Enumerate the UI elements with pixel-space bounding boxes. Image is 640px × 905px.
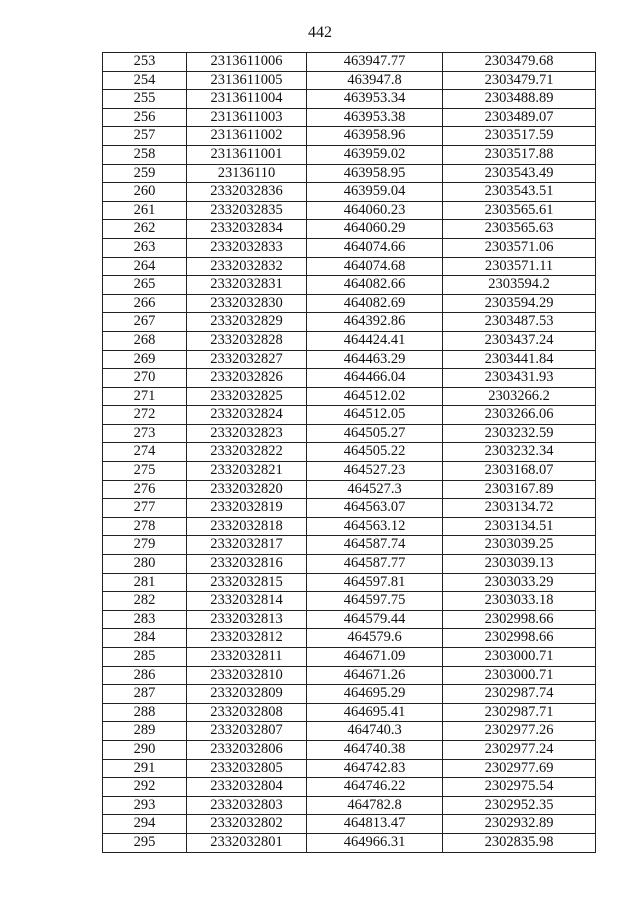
point-number-cell: 292 bbox=[103, 778, 187, 797]
point-number-cell: 281 bbox=[103, 573, 187, 592]
point-number-cell: 278 bbox=[103, 517, 187, 536]
table-row bbox=[103, 666, 596, 685]
point-id-cell: 2332032832 bbox=[187, 257, 307, 276]
table-row bbox=[103, 53, 596, 72]
table-row bbox=[103, 71, 596, 90]
x-coordinate-cell: 464587.74 bbox=[307, 536, 443, 555]
table-row bbox=[103, 220, 596, 239]
point-number-cell: 255 bbox=[103, 90, 187, 109]
point-number-cell: 269 bbox=[103, 350, 187, 369]
point-id-cell: 2332032826 bbox=[187, 369, 307, 388]
table-row bbox=[103, 499, 596, 518]
point-id-cell: 2332032816 bbox=[187, 555, 307, 574]
y-coordinate-cell: 2303266.06 bbox=[443, 406, 596, 425]
y-coordinate-cell: 2303431.93 bbox=[443, 369, 596, 388]
point-number-cell: 271 bbox=[103, 387, 187, 406]
point-id-cell: 2332032835 bbox=[187, 201, 307, 220]
x-coordinate-cell: 464671.09 bbox=[307, 648, 443, 667]
table-row bbox=[103, 629, 596, 648]
point-number-cell: 266 bbox=[103, 294, 187, 313]
point-id-cell: 2332032834 bbox=[187, 220, 307, 239]
point-number-cell: 257 bbox=[103, 127, 187, 146]
table-row bbox=[103, 183, 596, 202]
point-id-cell: 2313611006 bbox=[187, 53, 307, 72]
point-id-cell: 2313611001 bbox=[187, 145, 307, 164]
table-row bbox=[103, 369, 596, 388]
table-row bbox=[103, 108, 596, 127]
x-coordinate-cell: 464813.47 bbox=[307, 815, 443, 834]
point-number-cell: 256 bbox=[103, 108, 187, 127]
table-row bbox=[103, 201, 596, 220]
x-coordinate-cell: 464082.66 bbox=[307, 276, 443, 295]
x-coordinate-cell: 463958.96 bbox=[307, 127, 443, 146]
point-number-cell: 272 bbox=[103, 406, 187, 425]
point-number-cell: 287 bbox=[103, 685, 187, 704]
x-coordinate-cell: 464466.04 bbox=[307, 369, 443, 388]
point-number-cell: 276 bbox=[103, 480, 187, 499]
point-id-cell: 2332032812 bbox=[187, 629, 307, 648]
table-row bbox=[103, 331, 596, 350]
point-number-cell: 280 bbox=[103, 555, 187, 574]
point-number-cell: 274 bbox=[103, 443, 187, 462]
point-id-cell: 2332032836 bbox=[187, 183, 307, 202]
table-row bbox=[103, 387, 596, 406]
x-coordinate-cell: 464671.26 bbox=[307, 666, 443, 685]
point-number-cell: 268 bbox=[103, 331, 187, 350]
y-coordinate-cell: 2303488.89 bbox=[443, 90, 596, 109]
x-coordinate-cell: 463947.77 bbox=[307, 53, 443, 72]
x-coordinate-cell: 464074.66 bbox=[307, 238, 443, 257]
x-coordinate-cell: 463959.02 bbox=[307, 145, 443, 164]
table-row bbox=[103, 778, 596, 797]
table-row bbox=[103, 164, 596, 183]
point-number-cell: 286 bbox=[103, 666, 187, 685]
point-id-cell: 2332032825 bbox=[187, 387, 307, 406]
x-coordinate-cell: 464060.29 bbox=[307, 220, 443, 239]
y-coordinate-cell: 2302977.26 bbox=[443, 722, 596, 741]
point-number-cell: 264 bbox=[103, 257, 187, 276]
table-row bbox=[103, 740, 596, 759]
table-row bbox=[103, 276, 596, 295]
y-coordinate-cell: 2302835.98 bbox=[443, 833, 596, 852]
point-number-cell: 295 bbox=[103, 833, 187, 852]
point-number-cell: 293 bbox=[103, 796, 187, 815]
y-coordinate-cell: 2302987.71 bbox=[443, 703, 596, 722]
y-coordinate-cell: 2302932.89 bbox=[443, 815, 596, 834]
y-coordinate-cell: 2303571.11 bbox=[443, 257, 596, 276]
y-coordinate-cell: 2303134.72 bbox=[443, 499, 596, 518]
point-id-cell: 2313611002 bbox=[187, 127, 307, 146]
point-id-cell: 2332032831 bbox=[187, 276, 307, 295]
table-row bbox=[103, 257, 596, 276]
y-coordinate-cell: 2303479.68 bbox=[443, 53, 596, 72]
x-coordinate-cell: 464082.69 bbox=[307, 294, 443, 313]
x-coordinate-cell: 464424.41 bbox=[307, 331, 443, 350]
x-coordinate-cell: 464742.83 bbox=[307, 759, 443, 778]
point-number-cell: 288 bbox=[103, 703, 187, 722]
table-row bbox=[103, 592, 596, 611]
x-coordinate-cell: 464527.3 bbox=[307, 480, 443, 499]
point-id-cell: 2332032804 bbox=[187, 778, 307, 797]
table-row bbox=[103, 610, 596, 629]
y-coordinate-cell: 2303000.71 bbox=[443, 648, 596, 667]
page-number: 442 bbox=[308, 24, 332, 41]
y-coordinate-cell: 2303033.29 bbox=[443, 573, 596, 592]
y-coordinate-cell: 2302977.24 bbox=[443, 740, 596, 759]
x-coordinate-cell: 464392.86 bbox=[307, 313, 443, 332]
point-id-cell: 2332032827 bbox=[187, 350, 307, 369]
point-number-cell: 258 bbox=[103, 145, 187, 164]
y-coordinate-cell: 2303437.24 bbox=[443, 331, 596, 350]
point-number-cell: 254 bbox=[103, 71, 187, 90]
x-coordinate-cell: 464563.07 bbox=[307, 499, 443, 518]
point-id-cell: 2332032810 bbox=[187, 666, 307, 685]
point-id-cell: 2332032803 bbox=[187, 796, 307, 815]
table-row bbox=[103, 796, 596, 815]
y-coordinate-cell: 2302975.54 bbox=[443, 778, 596, 797]
x-coordinate-cell: 463959.04 bbox=[307, 183, 443, 202]
point-id-cell: 2332032813 bbox=[187, 610, 307, 629]
y-coordinate-cell: 2303039.25 bbox=[443, 536, 596, 555]
point-id-cell: 2332032817 bbox=[187, 536, 307, 555]
point-id-cell: 2313611004 bbox=[187, 90, 307, 109]
table-row bbox=[103, 443, 596, 462]
point-id-cell: 2332032830 bbox=[187, 294, 307, 313]
table-row bbox=[103, 406, 596, 425]
x-coordinate-cell: 464695.29 bbox=[307, 685, 443, 704]
table-row bbox=[103, 536, 596, 555]
coordinates-table bbox=[102, 52, 596, 853]
x-coordinate-cell: 463958.95 bbox=[307, 164, 443, 183]
point-number-cell: 259 bbox=[103, 164, 187, 183]
y-coordinate-cell: 2303168.07 bbox=[443, 462, 596, 481]
table-row bbox=[103, 815, 596, 834]
x-coordinate-cell: 464463.29 bbox=[307, 350, 443, 369]
x-coordinate-cell: 464505.27 bbox=[307, 424, 443, 443]
y-coordinate-cell: 2303479.71 bbox=[443, 71, 596, 90]
y-coordinate-cell: 2302987.74 bbox=[443, 685, 596, 704]
point-id-cell: 2332032823 bbox=[187, 424, 307, 443]
point-id-cell: 2332032820 bbox=[187, 480, 307, 499]
y-coordinate-cell: 2303517.59 bbox=[443, 127, 596, 146]
point-number-cell: 263 bbox=[103, 238, 187, 257]
x-coordinate-cell: 464740.38 bbox=[307, 740, 443, 759]
x-coordinate-cell: 464597.81 bbox=[307, 573, 443, 592]
y-coordinate-cell: 2303232.34 bbox=[443, 443, 596, 462]
point-id-cell: 2332032815 bbox=[187, 573, 307, 592]
point-id-cell: 2332032814 bbox=[187, 592, 307, 611]
y-coordinate-cell: 2303232.59 bbox=[443, 424, 596, 443]
point-number-cell: 285 bbox=[103, 648, 187, 667]
table-row bbox=[103, 480, 596, 499]
coordinates-table-body bbox=[103, 53, 596, 853]
y-coordinate-cell: 2303571.06 bbox=[443, 238, 596, 257]
point-id-cell: 2332032805 bbox=[187, 759, 307, 778]
point-number-cell: 260 bbox=[103, 183, 187, 202]
point-id-cell: 2332032824 bbox=[187, 406, 307, 425]
x-coordinate-cell: 464966.31 bbox=[307, 833, 443, 852]
y-coordinate-cell: 2303039.13 bbox=[443, 555, 596, 574]
point-id-cell: 2332032811 bbox=[187, 648, 307, 667]
x-coordinate-cell: 464579.6 bbox=[307, 629, 443, 648]
table-row bbox=[103, 573, 596, 592]
table-row bbox=[103, 350, 596, 369]
table-row bbox=[103, 722, 596, 741]
x-coordinate-cell: 464527.23 bbox=[307, 462, 443, 481]
x-coordinate-cell: 464563.12 bbox=[307, 517, 443, 536]
y-coordinate-cell: 2303489.07 bbox=[443, 108, 596, 127]
table-row bbox=[103, 313, 596, 332]
point-id-cell: 2313611003 bbox=[187, 108, 307, 127]
point-number-cell: 291 bbox=[103, 759, 187, 778]
point-id-cell: 2332032809 bbox=[187, 685, 307, 704]
x-coordinate-cell: 464746.22 bbox=[307, 778, 443, 797]
x-coordinate-cell: 464074.68 bbox=[307, 257, 443, 276]
point-id-cell: 2332032822 bbox=[187, 443, 307, 462]
point-id-cell: 2332032828 bbox=[187, 331, 307, 350]
point-number-cell: 277 bbox=[103, 499, 187, 518]
y-coordinate-cell: 2303000.71 bbox=[443, 666, 596, 685]
x-coordinate-cell: 464695.41 bbox=[307, 703, 443, 722]
point-number-cell: 265 bbox=[103, 276, 187, 295]
point-id-cell: 2332032818 bbox=[187, 517, 307, 536]
point-id-cell: 2332032819 bbox=[187, 499, 307, 518]
table-row bbox=[103, 90, 596, 109]
x-coordinate-cell: 464740.3 bbox=[307, 722, 443, 741]
point-number-cell: 261 bbox=[103, 201, 187, 220]
y-coordinate-cell: 2303565.61 bbox=[443, 201, 596, 220]
y-coordinate-cell: 2303441.84 bbox=[443, 350, 596, 369]
y-coordinate-cell: 2303517.88 bbox=[443, 145, 596, 164]
x-coordinate-cell: 464505.22 bbox=[307, 443, 443, 462]
point-number-cell: 289 bbox=[103, 722, 187, 741]
y-coordinate-cell: 2303565.63 bbox=[443, 220, 596, 239]
x-coordinate-cell: 464597.75 bbox=[307, 592, 443, 611]
x-coordinate-cell: 464060.23 bbox=[307, 201, 443, 220]
y-coordinate-cell: 2302998.66 bbox=[443, 610, 596, 629]
x-coordinate-cell: 464579.44 bbox=[307, 610, 443, 629]
point-id-cell: 2332032801 bbox=[187, 833, 307, 852]
y-coordinate-cell: 2303033.18 bbox=[443, 592, 596, 611]
y-coordinate-cell: 2303487.53 bbox=[443, 313, 596, 332]
table-row bbox=[103, 238, 596, 257]
table-row bbox=[103, 685, 596, 704]
point-id-cell: 2332032806 bbox=[187, 740, 307, 759]
point-number-cell: 253 bbox=[103, 53, 187, 72]
table-row bbox=[103, 703, 596, 722]
y-coordinate-cell: 2302952.35 bbox=[443, 796, 596, 815]
x-coordinate-cell: 464782.8 bbox=[307, 796, 443, 815]
point-id-cell: 2332032808 bbox=[187, 703, 307, 722]
x-coordinate-cell: 464512.02 bbox=[307, 387, 443, 406]
y-coordinate-cell: 2302977.69 bbox=[443, 759, 596, 778]
point-number-cell: 267 bbox=[103, 313, 187, 332]
table-row bbox=[103, 294, 596, 313]
point-id-cell: 2332032821 bbox=[187, 462, 307, 481]
point-number-cell: 275 bbox=[103, 462, 187, 481]
point-number-cell: 273 bbox=[103, 424, 187, 443]
y-coordinate-cell: 2303167.89 bbox=[443, 480, 596, 499]
point-number-cell: 290 bbox=[103, 740, 187, 759]
table-row bbox=[103, 555, 596, 574]
y-coordinate-cell: 2303543.49 bbox=[443, 164, 596, 183]
point-number-cell: 270 bbox=[103, 369, 187, 388]
table-row bbox=[103, 517, 596, 536]
table-row bbox=[103, 648, 596, 667]
point-number-cell: 294 bbox=[103, 815, 187, 834]
table-row bbox=[103, 145, 596, 164]
point-number-cell: 283 bbox=[103, 610, 187, 629]
point-id-cell: 2313611005 bbox=[187, 71, 307, 90]
point-number-cell: 279 bbox=[103, 536, 187, 555]
x-coordinate-cell: 463947.8 bbox=[307, 71, 443, 90]
point-id-cell: 2332032829 bbox=[187, 313, 307, 332]
point-id-cell: 2332032807 bbox=[187, 722, 307, 741]
y-coordinate-cell: 2303594.29 bbox=[443, 294, 596, 313]
x-coordinate-cell: 464587.77 bbox=[307, 555, 443, 574]
x-coordinate-cell: 463953.34 bbox=[307, 90, 443, 109]
x-coordinate-cell: 464512.05 bbox=[307, 406, 443, 425]
table-row bbox=[103, 462, 596, 481]
table-row bbox=[103, 759, 596, 778]
point-id-cell: 23136110 bbox=[187, 164, 307, 183]
y-coordinate-cell: 2302998.66 bbox=[443, 629, 596, 648]
y-coordinate-cell: 2303134.51 bbox=[443, 517, 596, 536]
table-row bbox=[103, 127, 596, 146]
point-number-cell: 284 bbox=[103, 629, 187, 648]
point-id-cell: 2332032802 bbox=[187, 815, 307, 834]
y-coordinate-cell: 2303543.51 bbox=[443, 183, 596, 202]
y-coordinate-cell: 2303594.2 bbox=[443, 276, 596, 295]
table-row bbox=[103, 833, 596, 852]
table-row bbox=[103, 424, 596, 443]
y-coordinate-cell: 2303266.2 bbox=[443, 387, 596, 406]
point-id-cell: 2332032833 bbox=[187, 238, 307, 257]
point-number-cell: 282 bbox=[103, 592, 187, 611]
x-coordinate-cell: 463953.38 bbox=[307, 108, 443, 127]
point-number-cell: 262 bbox=[103, 220, 187, 239]
